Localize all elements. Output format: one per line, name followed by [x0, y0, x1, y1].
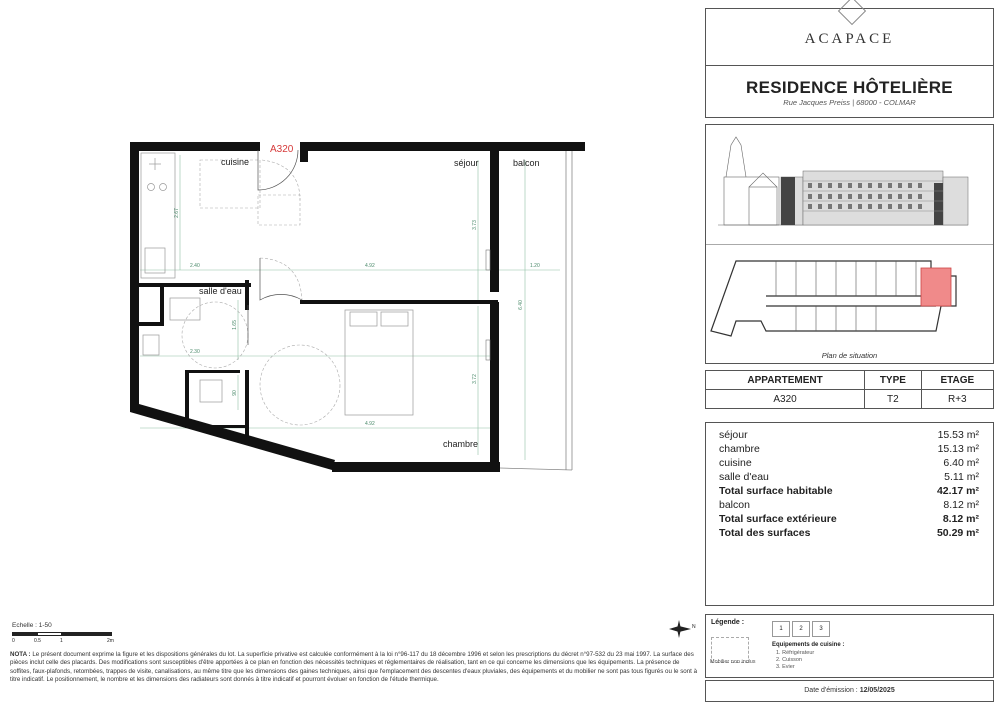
legend-equip-icons [772, 621, 832, 637]
dimension-label: 90 [231, 390, 238, 396]
surface-row [719, 456, 979, 470]
surface-value: 50.29 m² [936, 527, 979, 539]
residence-box [705, 65, 994, 118]
dimension-label: 1.65 [231, 320, 238, 330]
surface-row [719, 498, 979, 512]
cooktop-icon: 2 [792, 621, 810, 637]
header-etage: ETAGE [921, 371, 993, 390]
nota-label: NOTA : [10, 651, 31, 658]
scale-bar [12, 632, 112, 636]
surface-label: cuisine [719, 457, 752, 469]
surface-row [719, 470, 979, 484]
date-value: 12/05/2025 [859, 687, 895, 694]
legend-box [705, 614, 994, 678]
fridge-icon: 1 [772, 621, 790, 637]
surface-value: 6.40 m² [943, 457, 979, 469]
walls [130, 142, 585, 472]
dimension-label: 2.67 [173, 208, 180, 218]
room-label-balcon: balcon [513, 158, 540, 168]
surface-label: balcon [719, 499, 750, 511]
value-etage: R+3 [921, 390, 993, 409]
scale-tick: 2m [107, 638, 114, 644]
surface-row [719, 428, 979, 442]
header-type: TYPE [865, 371, 922, 390]
residence-title: RESIDENCE HÔTELIÈRE [746, 78, 953, 97]
dimension-label: 1.20 [530, 263, 540, 269]
north-arrow-icon [667, 618, 693, 640]
apartment-table [705, 370, 994, 409]
surfaces-box [705, 422, 994, 606]
dimension-label: 2.40 [190, 263, 200, 269]
facade-elevation [706, 125, 993, 245]
legend-equip-item: 2. Cuisson [776, 657, 802, 663]
surface-total-row [719, 526, 979, 540]
kitchen-counter [141, 153, 175, 278]
room-label-salle-eau: salle d'eau [199, 286, 242, 296]
room-label-sejour: séjour [454, 158, 479, 168]
legend-mobilier-label: Mobilier non inclus [710, 659, 756, 665]
surface-row [719, 442, 979, 456]
north-label: N [692, 624, 696, 630]
logo-diamond-icon [838, 0, 866, 25]
date-label: Date d'émission : [804, 687, 858, 694]
surface-value: 15.53 m² [937, 429, 979, 441]
nota-text [10, 651, 698, 685]
date-box [705, 680, 994, 702]
balcony-railing [500, 150, 585, 470]
logo-box [705, 8, 994, 66]
dimension-label: 6.40 [517, 300, 524, 310]
surface-label: séjour [719, 429, 748, 441]
unit-label: A320 [270, 144, 294, 155]
scale-tick: 0.5 [34, 638, 41, 644]
situation-box [705, 124, 994, 364]
legend-title: Légende : [711, 619, 745, 626]
brand-logo: ACAPACE [804, 31, 895, 47]
room-label-chambre: chambre [443, 439, 479, 449]
surfaces-list [719, 428, 979, 540]
sink-icon: 3 [812, 621, 830, 637]
nota-body: Le présent document exprime la figure et les dispositions générales du lot. La superficie privative est calculée conformément à la loi n°96-117 du 18 décembre 1996 et selon les prescriptions du décret n°97-532 du 23 mai 1997. La surface des pièces inclut celle des placards. Des modifications sont susceptibles d'être apportées à ce plan en fonction des nécessités techniques et réglementaires de réalisation, tant en ce qui concerne les dimensions que les équipements. La présence de soffites, faux-plafonds, retombées, trappes de visite, canalisations, au même titre que les dimensions des gaines techniques, ainsi que l'emplacement des descentes d'eaux pluviales, des équipements et du mobilier ne sont pas tous figurés ou le sont à titre indicatif. Le positionnement, le nombre et les dimensions des radiateurs sont donnés à titre indicatif et pourront évoluer en fonction de l'étude thermique. [10, 651, 698, 684]
surface-total-row [719, 484, 979, 498]
dimension-label: 2.30 [190, 349, 200, 355]
date-line [706, 687, 993, 694]
dimension-label: 4.92 [365, 263, 375, 269]
surface-label: Total des surfaces [719, 527, 811, 539]
unit-highlight [921, 268, 951, 306]
header-appartement: APPARTEMENT [706, 371, 865, 390]
bed [143, 298, 413, 415]
surface-value: 42.17 m² [936, 485, 979, 497]
legend-equip-item: 1. Réfrigérateur [776, 650, 815, 656]
situation-caption: Plan de situation [821, 351, 878, 360]
surface-label: Total surface extérieure [719, 513, 837, 525]
surface-value: 8.12 m² [942, 513, 979, 525]
dimension-label: 3.73 [471, 220, 478, 230]
surface-label: Total surface habitable [719, 485, 833, 497]
scale-tick: 1 [60, 638, 63, 644]
surface-value: 5.11 m² [944, 471, 979, 483]
surface-label: chambre [719, 443, 760, 455]
scale-label: Echelle : 1-50 [12, 622, 52, 629]
apartment-table-box [705, 370, 994, 410]
value-appartement: A320 [706, 390, 865, 409]
surface-total-row [719, 512, 979, 526]
residence-address: Rue Jacques Preiss | 68000 - COLMAR [783, 98, 916, 107]
value-type: T2 [865, 390, 922, 409]
dimension-label: 4.92 [365, 421, 375, 427]
surface-label: salle d'eau [719, 471, 769, 483]
surface-value: 15.13 m² [937, 443, 979, 455]
situation-plan [706, 246, 993, 364]
legend-equip-title: Equipements de cuisine : [772, 642, 845, 648]
room-label-cuisine: cuisine [221, 157, 250, 167]
surface-value: 8.12 m² [943, 499, 979, 511]
doors [248, 150, 302, 345]
legend-equip-item: 3. Evier [776, 664, 795, 670]
radiators [486, 250, 490, 360]
scale-tick: 0 [12, 638, 15, 644]
dimension-label: 3.72 [471, 374, 478, 384]
